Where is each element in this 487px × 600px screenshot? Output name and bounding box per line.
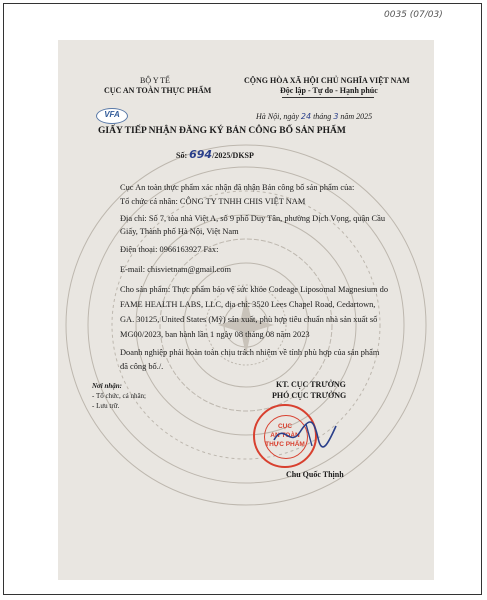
product-line-4: MG00/2023, ban hành lần 1 ngày 08 tháng 08 năm 2023	[120, 330, 310, 339]
handwritten-signature	[270, 414, 340, 454]
date-month: 3	[333, 112, 339, 121]
address-line-1: Địa chỉ: Số 7, tòa nhà Việt A, số 9 phố Duy Tân, phường Dịch Vọng, quận Cầu	[120, 214, 386, 223]
signer-role: PHÓ CỤC TRƯỞNG	[272, 391, 347, 400]
responsibility-line-1: Doanh nghiệp phải hoàn toàn chịu trách nhiệm về tính phù hợp của sản phẩm	[120, 348, 380, 357]
ministry-name: BỘ Y TẾ	[140, 76, 170, 85]
phone-fax-line: Điện thoại: 0966163927 Fax:	[120, 245, 219, 254]
signer-name: Chu Quốc Thịnh	[286, 470, 344, 479]
official-stamp: CỤC AN TOÀN THỰC PHẨM	[253, 404, 317, 468]
national-motto: Độc lập - Tự do - Hạnh phúc	[280, 86, 378, 95]
number-value: 694	[189, 148, 213, 161]
recipient-1: - Tổ chức, cá nhân;	[92, 392, 147, 400]
date-day: 24	[300, 112, 312, 121]
signing-authority: KT. CỤC TRƯỞNG	[276, 380, 346, 389]
intro-text: Cục An toàn thực phẩm xác nhận đã nhận Bản công bố sản phẩm của:	[120, 183, 355, 192]
organization-line: Tổ chức cá nhân: CÔNG TY TNHH CHIS VIỆT NAM	[120, 197, 306, 206]
recipients-label: Nơi nhận:	[92, 382, 123, 390]
product-line-3: GA. 30125, United States (Mỹ) sản xuất, phù hợp tiêu chuẩn nhà sản xuất số	[120, 315, 378, 324]
republic-name: CỘNG HÒA XÃ HỘI CHỦ NGHĨA VIỆT NAM	[244, 76, 410, 85]
recipient-2: - Lưu trữ.	[92, 402, 120, 410]
agency-name: CỤC AN TOÀN THỰC PHẨM	[104, 86, 212, 95]
responsibility-line-2: đã công bố./.	[120, 362, 164, 371]
product-line-1: Cho sản phẩm: Thực phẩm bảo vệ sức khỏe Codeage Liposomal Magnesium do	[120, 285, 389, 294]
motto-underline	[282, 97, 374, 98]
document-title: GIẤY TIẾP NHẬN ĐĂNG KÝ BẢN CÔNG BỐ SẢN PHẨM	[98, 126, 346, 136]
issue-date: Hà Nội, ngày 24 tháng 3 năm 2025	[256, 112, 373, 121]
vfa-logo: VFA	[96, 108, 128, 124]
corner-note: 0035 (07/03)	[384, 10, 443, 20]
email-line: E-mail: chisvietnam@gmail.com	[120, 265, 231, 274]
document-number: Số: 694/2025/DKSP	[176, 148, 254, 161]
address-line-2: Giấy, Thành phố Hà Nội, Việt Nam	[120, 227, 239, 236]
product-line-2: FAME HEALTH LABS, LLC, địa chỉ: 3520 Lees Chapel Road, Cedartown,	[120, 300, 376, 309]
